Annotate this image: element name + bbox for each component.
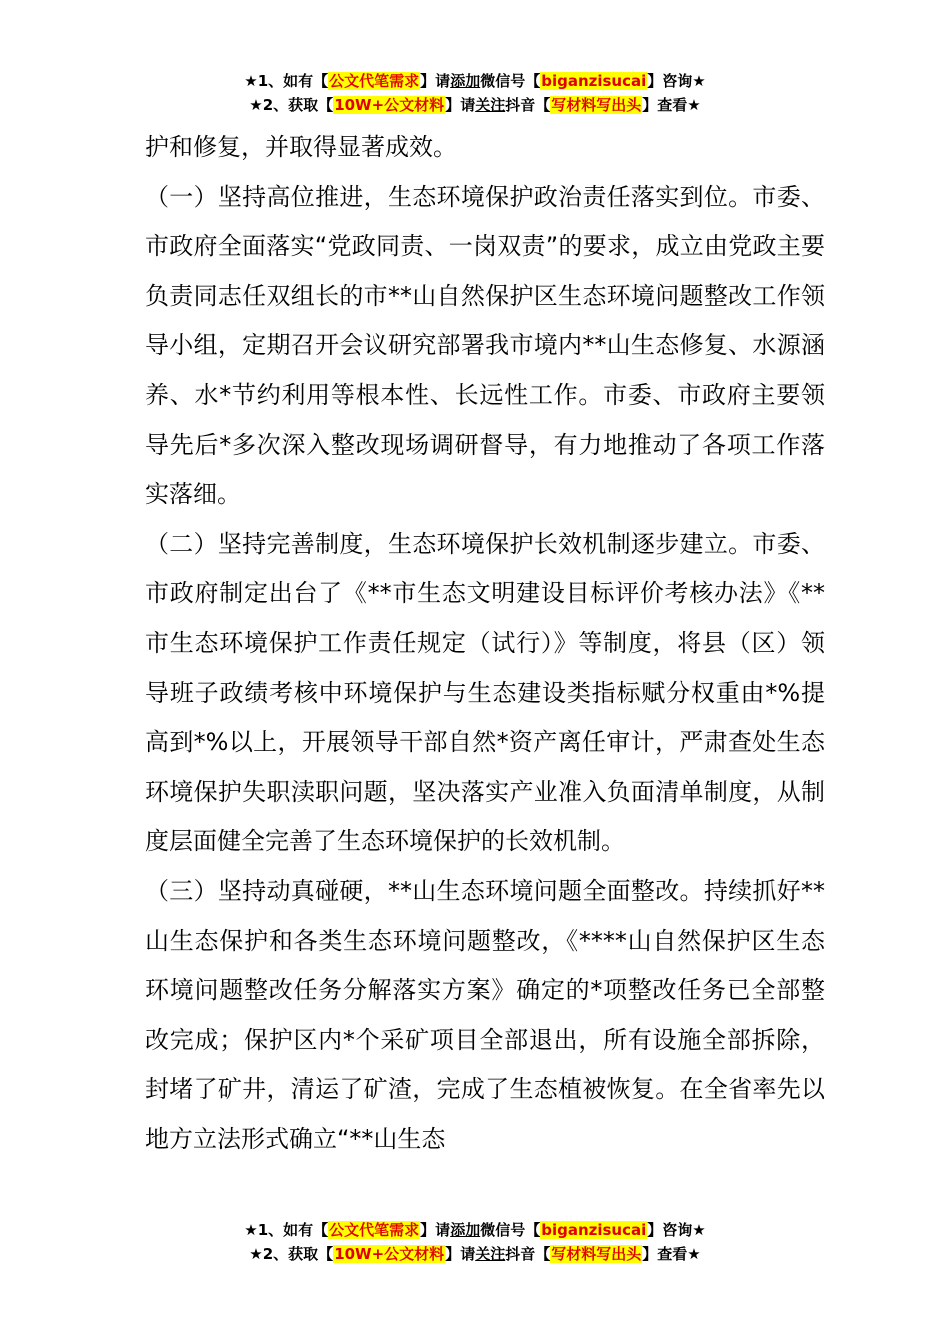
wechat-id: biganzisucai: [541, 1221, 647, 1239]
footer-banner: [0, 1218, 950, 1266]
banner-line-1: ★1、如有【公文代笔需求】请添加微信号【biganzisucai】咨询★: [244, 72, 706, 90]
banner-line-1: ★1、如有【公文代笔需求】请添加微信号【biganzisucai】咨询★: [244, 1221, 706, 1239]
douyin-account: 写材料写出头: [551, 96, 642, 114]
service-highlight: 公文代笔需求: [329, 72, 420, 90]
wechat-id: biganzisucai: [541, 72, 647, 90]
materials-highlight: 10W+公文材料: [334, 96, 445, 114]
service-highlight: 公文代笔需求: [329, 1221, 420, 1239]
banner-line-2: ★2、获取【10W+公文材料】请关注抖音【写材料写出头】查看★: [249, 96, 701, 114]
banner-line-2: ★2、获取【10W+公文材料】请关注抖音【写材料写出头】查看★: [249, 1245, 701, 1263]
paragraph: 护和修复，并取得显著成效。: [145, 133, 457, 161]
document-body: [145, 123, 825, 1164]
paragraph: （二）坚持完善制度，生态环境保护长效机制逐步建立。市委、市政府制定出台了《**市生态文明建设目标评价考核办法》《**市生态环境保护工作责任规定（试行）》等制度，将县（区）领导班子政绩考核中环境保护与生态建设类指标赋分权重由*%提高到*%以上，开展领导干部自然*资产离任审计，严肃查处生态环境保护失职渎职问题，坚决落实产业准入负面清单制度，从制度层面健全完善了生态环境保护的长效机制。: [145, 529, 825, 856]
paragraph: （三）坚持动真碰硬，**山生态环境问题全面整改。持续抓好**山生态保护和各类生态环境问题整改，《****山自然保护区生态环境问题整改任务分解落实方案》确定的*项整改任务已全部整改完成；保护区内*个采矿项目全部退出，所有设施全部拆除，封堵了矿井，清运了矿渣，完成了生态植被恢复。在全省率先以地方立法形式确立“**山生态: [145, 876, 825, 1153]
materials-highlight: 10W+公文材料: [334, 1245, 445, 1263]
douyin-account: 写材料写出头: [551, 1245, 642, 1263]
paragraph: （一）坚持高位推进，生态环境保护政治责任落实到位。市委、市政府全面落实“党政同责、一岗双责”的要求，成立由党政主要负责同志任双组长的市**山自然保护区生态环境问题整改工作领导小组，定期召开会议研究部署我市境内**山生态修复、水源涵养、水*节约利用等根本性、长远性工作。市委、市政府主要领导先后*多次深入整改现场调研督导，有力地推动了各项工作落实落细。: [145, 182, 825, 509]
header-banner: [0, 69, 950, 117]
